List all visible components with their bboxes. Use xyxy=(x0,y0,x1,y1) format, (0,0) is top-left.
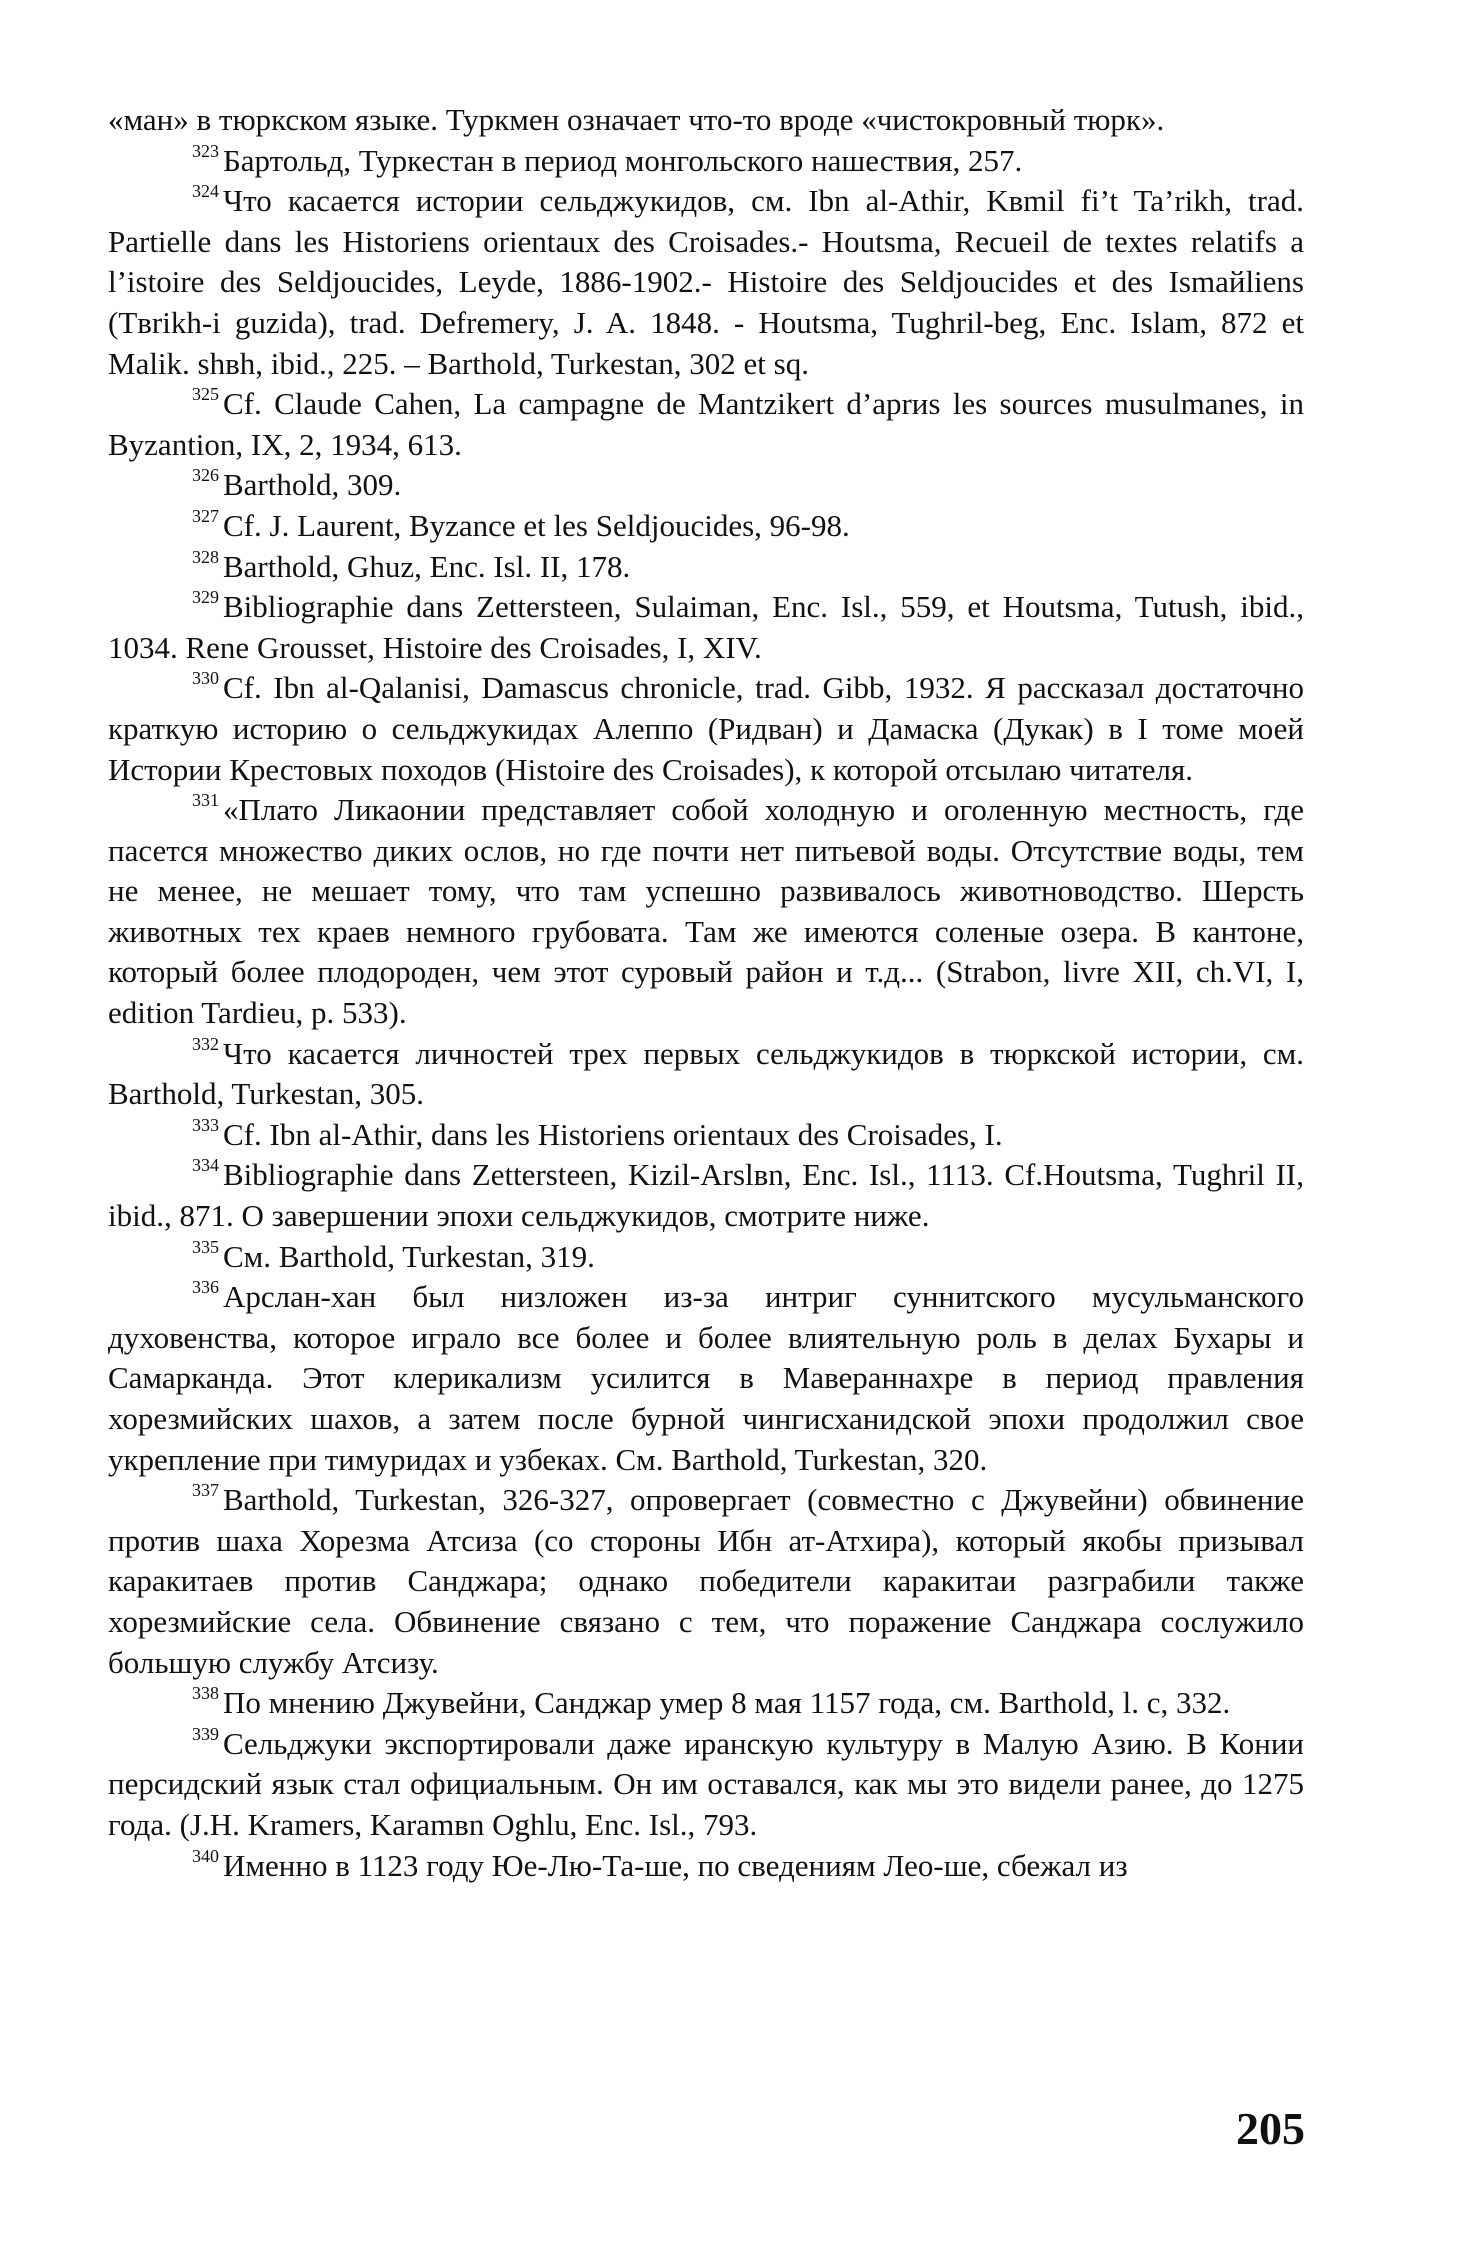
footnote xyxy=(108,668,1304,790)
footnote-number: 329 xyxy=(192,587,219,608)
footnote xyxy=(108,1683,1304,1724)
footnote xyxy=(108,181,1304,384)
footnote-number: 330 xyxy=(192,668,219,689)
footnote-text: Cf. Ibn al-Athir, dans les Historiens orientaux des Croisades, I. xyxy=(223,1116,1003,1152)
footnote-number: 339 xyxy=(192,1723,219,1744)
footnote-text: Что касается истории сельджукидов, см. Ibn al-Athir, Kвmil fi’t Ta’rikh, trad. Partielle dans les Historiens orientaux des Croisades.- Houtsma, Recueil de textes relatifs a l’istoire des Seldjoucides, Leyde, 1886-1902.- Histoire des Seldjoucides et des Ismaйliens (Tвrikh-i guzida), trad. Defremery, J. A. 1848. - Houtsma, Tughril-beg, Enc. Islam, 872 et Malik. shвh, ibid., 225. – Barthold, Turkestan, 302 et sq. xyxy=(108,183,1304,381)
footnote-text: Barthold, Turkestan, 326-327, опровергает (совместно с Джувейни) обвинение против шаха Хорезма Атсиза (со стороны Ибн ат-Атхира), который якобы призывал каракитаев против Санджара; однако победители каракитаи разграбили также хорезмийские села. Обвинение связано с тем, что поражение Санджара сослужило большую службу Атсизу. xyxy=(108,1482,1304,1680)
footnote-number: 338 xyxy=(192,1683,219,1704)
footnote-text: Арслан-хан был низложен из-за интриг суннитского мусульманского духовенства, которое играло все более и более влиятельную роль в делах Бухары и Самарканда. Этот клерикализм усилится в Мавераннахре в период правления хорезмийских шахов, а затем после бурной чингисханидской эпохи продолжил свое укрепление при тимуридах и узбеках. См. Barthold, Turkestan, 320. xyxy=(108,1279,1304,1477)
footnote-number: 335 xyxy=(192,1236,219,1257)
footnote-text: Бартольд, Туркестан в период монгольского нашествия, 257. xyxy=(223,142,1023,178)
footnote-text: По мнению Джувейни, Санджар умер 8 мая 1157 года, см. Barthold, l. c, 332. xyxy=(223,1685,1231,1721)
footnote-text: Bibliographie dans Zettersteen, Kizil-Arslвn, Enc. Isl., 1113. Cf.Houtsma, Tughril II, ibid., 871. О завершении эпохи сельджукидов, смотрите ниже. xyxy=(108,1157,1304,1234)
footnote-text: Bibliographie dans Zettersteen, Sulaiman, Enc. Isl., 559, et Houtsma, Tutush, ibid., 1034. Rene Grousset, Histoire des Croisades, I, XIV. xyxy=(108,589,1304,665)
footnote-number: 331 xyxy=(192,790,219,811)
footnote xyxy=(108,790,1304,1034)
footnote-number: 334 xyxy=(192,1155,219,1176)
footnote xyxy=(108,1724,1304,1846)
footnote xyxy=(108,1115,1304,1156)
footnote xyxy=(108,1034,1304,1115)
lead-paragraph: «ман» в тюркском языке. Туркмен означает что-то вроде «чистокровный тюрк». xyxy=(108,102,1165,137)
footnote xyxy=(108,1480,1304,1683)
footnote-text: «Плато Ликаонии представляет собой холодную и оголенную местность, где пасется множество диких ослов, но где почти нет питьевой воды. Отсутствие воды, тем не менее, не мешает тому, что там успешно развивалось животноводство. Шерсть животных тех краев немного грубовата. Там же имеются соленые озера. В кантоне, который более плодороден, чем этот суровый район и т.д... (Strabon, livre XII, ch.VI, I, edition Tardieu, p. 533). xyxy=(108,792,1304,1031)
footnote xyxy=(108,384,1304,465)
footnote xyxy=(108,1846,1304,1887)
footnote xyxy=(108,1277,1304,1480)
footnote-number: 336 xyxy=(192,1277,219,1298)
footnote-text: Cf. J. Laurent, Byzance et les Seldjoucides, 96-98. xyxy=(223,507,850,543)
footnotes-list xyxy=(108,141,1304,1887)
footnote-number: 337 xyxy=(192,1480,219,1501)
footnote xyxy=(108,506,1304,547)
page-number: 205 xyxy=(1236,2103,1305,2154)
footnote-text: См. Barthold, Turkestan, 319. xyxy=(223,1238,595,1274)
footnote-number: 328 xyxy=(192,546,219,567)
footnote-number: 327 xyxy=(192,505,219,526)
footnote-text: Сельджуки экспортировали даже иранскую культуру в Малую Азию. В Конии персидский язык стал официальным. Он им оставался, как мы это видели ранее, до 1275 года. (J.H. Kramers, Karamвn Oghlu, Enc. Isl., 793. xyxy=(108,1725,1304,1842)
footnote-number: 340 xyxy=(192,1845,219,1866)
footnote-text: Barthold, 309. xyxy=(223,467,402,503)
footnote xyxy=(108,1237,1304,1278)
footnote-number: 324 xyxy=(192,181,219,202)
footnote xyxy=(108,141,1304,182)
footnote-number: 325 xyxy=(192,384,219,405)
page-body xyxy=(108,100,1304,1886)
footnote-number: 333 xyxy=(192,1114,219,1135)
footnote-text: Barthold, Ghuz, Enc. Isl. II, 178. xyxy=(223,548,631,584)
footnote-text: Что касается личностей трех первых сельджукидов в тюркской истории, см. Barthold, Turkestan, 305. xyxy=(108,1035,1304,1112)
footnote xyxy=(108,587,1304,668)
footnote-number: 332 xyxy=(192,1033,219,1054)
footnote xyxy=(108,465,1304,506)
footnote-text: Именно в 1123 году Юе-Лю-Та-ше, по сведениям Лео-ше, сбежал из xyxy=(223,1847,1128,1883)
footnote-text: Cf. Claude Cahen, La campagne de Mantzikert d’aprиs les sources musulmanes, in Byzantion, IX, 2, 1934, 613. xyxy=(108,386,1304,462)
footnote xyxy=(108,1155,1304,1236)
footnote xyxy=(108,547,1304,588)
footnote-number: 323 xyxy=(192,140,219,161)
footnote-text: Cf. Ibn al-Qalanisi, Damascus chronicle, trad. Gibb, 1932. Я рассказал достаточно краткую историю о сельджукидах Алеппо (Ридван) и Дамаска (Дукак) в I томе моей Истории Крестовых походов (Histoire des Croisades), к которой отсылаю читателя. xyxy=(108,670,1304,787)
footnote-number: 326 xyxy=(192,465,219,486)
